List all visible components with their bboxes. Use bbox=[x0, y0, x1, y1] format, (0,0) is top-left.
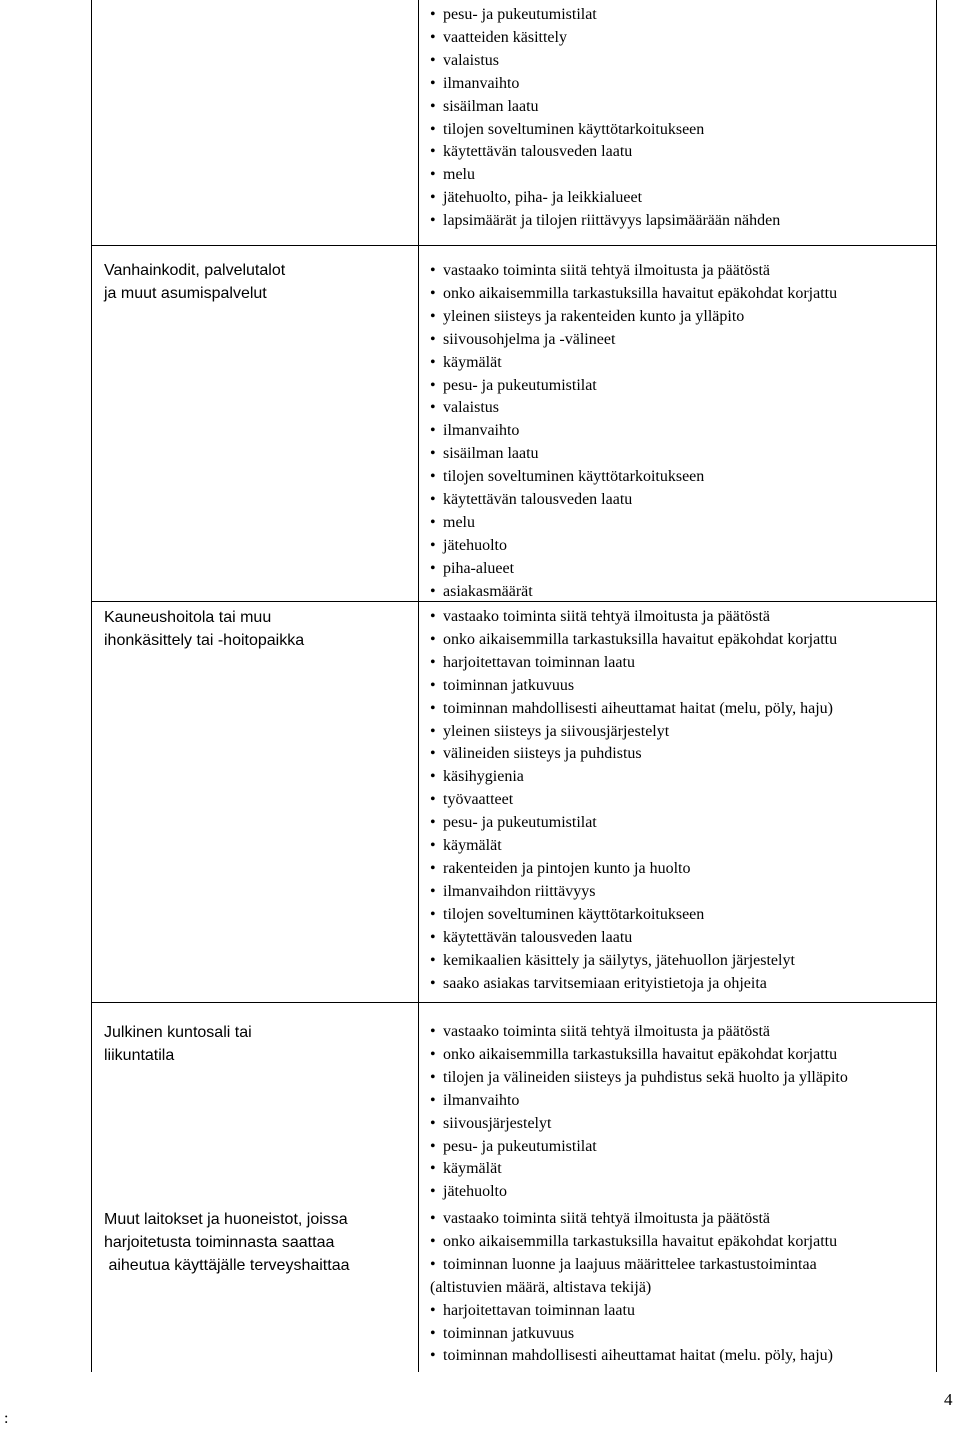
list-item: • yleinen siisteys ja rakenteiden kunto ja ylläpito bbox=[430, 307, 745, 325]
list-item: • lapsimäärät ja tilojen riittävyys lapsimäärään nähden bbox=[430, 212, 781, 230]
row-separator bbox=[91, 1002, 937, 1003]
list-item: • käymälät bbox=[430, 353, 502, 371]
list-item: • käytettävän talousveden laatu bbox=[430, 928, 633, 946]
list-item: • valaistus bbox=[430, 51, 499, 69]
category-cell bbox=[104, 1208, 404, 1277]
list-item: • siivousjärjestelyt bbox=[430, 1114, 552, 1132]
list-item: • sisäilman laatu bbox=[430, 445, 539, 463]
list-item: • melu bbox=[430, 166, 475, 184]
list-item: • toiminnan jatkuvuus bbox=[430, 676, 575, 694]
list-item: • harjoitettavan toiminnan laatu bbox=[430, 653, 635, 671]
list-item: • siivousohjelma ja -välineet bbox=[430, 330, 616, 348]
list-item: • vastaako toiminta siitä tehtyä ilmoitusta ja päätöstä bbox=[430, 608, 771, 625]
list-item: • onko aikaisemmilla tarkastuksilla havaitut epäkohdat korjattu bbox=[430, 1045, 838, 1063]
list-item: • rakenteiden ja pintojen kunto ja huolto bbox=[430, 859, 691, 877]
inspection-items-list bbox=[430, 260, 930, 604]
list-item: • jätehuolto, piha- ja leikkialueet bbox=[430, 189, 643, 207]
list-item: • ilmanvaihto bbox=[430, 74, 520, 92]
category-cell bbox=[104, 1021, 404, 1067]
table-divider-middle bbox=[418, 0, 419, 1372]
inspection-items-list bbox=[430, 1208, 930, 1368]
list-item: • toiminnan jatkuvuus bbox=[430, 1324, 575, 1342]
list-item: • välineiden siisteys ja puhdistus bbox=[430, 745, 642, 763]
list-item: • yleinen siisteys ja siivousjärjestelyt bbox=[430, 722, 670, 740]
category-cell bbox=[104, 606, 404, 652]
list-item: • vastaako toiminta siitä tehtyä ilmoitusta ja päätöstä bbox=[430, 1210, 771, 1227]
list-item: • harjoitettavan toiminnan laatu bbox=[430, 1301, 635, 1319]
list-item: • tilojen soveltuminen käyttötarkoitukseen bbox=[430, 120, 705, 138]
list-item: • vaatteiden käsittely bbox=[430, 28, 567, 46]
list-item: • pesu- ja pukeutumistilat bbox=[430, 814, 597, 832]
list-item: • jätehuolto bbox=[430, 536, 507, 554]
list-item: • käymälät bbox=[430, 837, 502, 855]
list-item: • kemikaalien käsittely ja säilytys, jätehuollon järjestelyt bbox=[430, 951, 795, 969]
list-item: • onko aikaisemmilla tarkastuksilla havaitut epäkohdat korjattu bbox=[430, 630, 838, 648]
list-item: • tilojen ja välineiden siisteys ja puhdistus sekä huolto ja ylläpito bbox=[430, 1068, 848, 1086]
inspection-items-list bbox=[430, 4, 930, 233]
list-item: • tilojen soveltuminen käyttötarkoitukseen bbox=[430, 468, 705, 486]
table-border-left bbox=[91, 0, 92, 1372]
list-item: • saako asiakas tarvitsemiaan erityistietoja ja ohjeita bbox=[430, 974, 767, 992]
list-item: • toiminnan luonne ja laajuus määrittelee tarkastustoimintaa bbox=[430, 1255, 817, 1273]
row-separator bbox=[91, 245, 937, 246]
list-item: • valaistus bbox=[430, 399, 499, 417]
category-label: liikuntatila bbox=[104, 1047, 175, 1064]
category-label: Vanhainkodit, palvelutalot bbox=[104, 262, 286, 279]
list-item: • onko aikaisemmilla tarkastuksilla havaitut epäkohdat korjattu bbox=[430, 1232, 838, 1250]
list-item: • käymälät bbox=[430, 1160, 502, 1178]
category-label: Julkinen kuntosali tai bbox=[104, 1024, 252, 1041]
list-item: • pesu- ja pukeutumistilat bbox=[430, 6, 597, 23]
page-number: 4 bbox=[944, 1390, 953, 1409]
list-item: • tilojen soveltuminen käyttötarkoitukseen bbox=[430, 905, 705, 923]
category-label: harjoitetusta toiminnasta saattaa bbox=[104, 1234, 335, 1251]
category-label: aiheutua käyttäjälle terveyshaittaa bbox=[104, 1257, 350, 1274]
list-item: • ilmanvaihdon riittävyys bbox=[430, 882, 596, 900]
list-item: • asiakasmäärät bbox=[430, 582, 533, 600]
corner-mark: : bbox=[4, 1410, 9, 1427]
list-item: • vastaako toiminta siitä tehtyä ilmoitusta ja päätöstä bbox=[430, 1023, 771, 1040]
list-item: • onko aikaisemmilla tarkastuksilla havaitut epäkohdat korjattu bbox=[430, 284, 838, 302]
list-item: • piha-alueet bbox=[430, 559, 515, 577]
category-label: Kauneushoitola tai muu bbox=[104, 609, 272, 626]
category-label: ihonkäsittely tai -hoitopaikka bbox=[104, 632, 305, 649]
list-item: • sisäilman laatu bbox=[430, 97, 539, 115]
list-item: • melu bbox=[430, 513, 475, 531]
inspection-items-list bbox=[430, 606, 930, 995]
category-cell bbox=[104, 259, 404, 305]
list-item: • toiminnan mahdollisesti aiheuttamat haitat (melu. pöly, haju) bbox=[430, 1347, 833, 1365]
list-item: • pesu- ja pukeutumistilat bbox=[430, 1137, 597, 1155]
category-label: ja muut asumispalvelut bbox=[104, 285, 267, 302]
list-item: • pesu- ja pukeutumistilat bbox=[430, 376, 597, 394]
list-item-continuation: (altistuvien määrä, altistava tekijä) bbox=[430, 1278, 652, 1296]
list-item: • toiminnan mahdollisesti aiheuttamat haitat (melu, pöly, haju) bbox=[430, 699, 833, 717]
list-item: • käytettävän talousveden laatu bbox=[430, 491, 633, 509]
list-item: • käytettävän talousveden laatu bbox=[430, 143, 633, 161]
table-border-right bbox=[936, 0, 937, 1372]
inspection-items-list bbox=[430, 1021, 930, 1204]
list-item: • ilmanvaihto bbox=[430, 1091, 520, 1109]
list-item: • jätehuolto bbox=[430, 1183, 507, 1201]
list-item: • käsihygienia bbox=[430, 768, 524, 786]
list-item: • ilmanvaihto bbox=[430, 422, 520, 440]
list-item: • vastaako toiminta siitä tehtyä ilmoitusta ja päätöstä bbox=[430, 262, 771, 279]
list-item: • työvaatteet bbox=[430, 791, 514, 809]
category-label: Muut laitokset ja huoneistot, joissa bbox=[104, 1211, 348, 1228]
